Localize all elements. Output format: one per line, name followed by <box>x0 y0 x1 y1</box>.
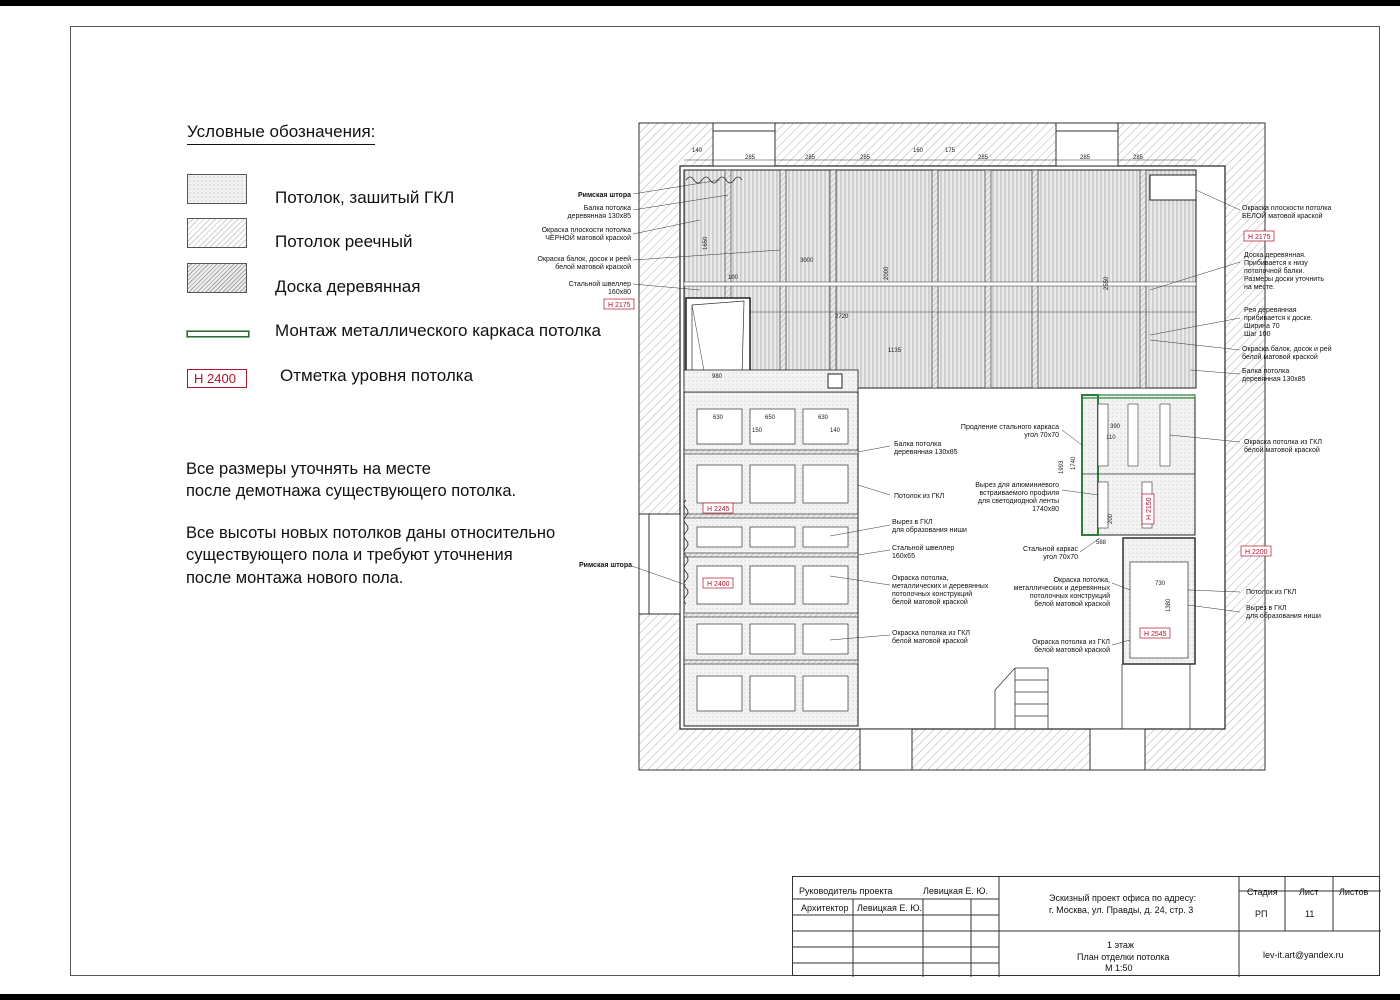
dim-top-8: 285 <box>1080 155 1091 161</box>
dim-1740: 1740 <box>1071 456 1077 470</box>
label-rail-1: Рея деревянная <box>1244 307 1297 314</box>
height-mark-3: Н 2245 <box>707 506 730 513</box>
note-line-4: существующего пола и требуют уточнения <box>186 546 513 564</box>
label-paintr-2: металлических и деревянных <box>1013 585 1110 592</box>
dim-730: 730 <box>1155 581 1166 587</box>
label-paintm-4: белой матовой краской <box>892 599 968 606</box>
label-paintr-3: потолочных конструкций <box>1029 593 1110 600</box>
dim-top-3: 285 <box>805 155 816 161</box>
label-beam-2b: деревянная 130х85 <box>1242 376 1306 383</box>
tb-project-line-1: Эскизный проект офиса по адресу: <box>1049 893 1197 903</box>
label-paintrg-1: Окраска потолка из ГКЛ <box>1032 639 1110 646</box>
label-beam-1b: деревянная 130х85 <box>567 213 631 220</box>
tb-sheet-line-3: М 1:50 <box>1105 963 1133 973</box>
label-board-3: потолочной балки. <box>1244 268 1305 275</box>
height-mark-7: Н 2545 <box>1144 631 1167 638</box>
label-paintr-1: Окраска потолка, <box>1053 577 1110 584</box>
dim-630a: 630 <box>713 415 724 421</box>
legend-label-gkl: Потолок, зашитый ГКЛ <box>275 188 455 207</box>
label-beams-paint-2: белой матовой краской <box>555 264 631 271</box>
height-mark-2: Н 2175 <box>1248 234 1271 241</box>
dim-top-1: 140 <box>692 148 703 154</box>
label-channel-2: 160х80 <box>608 289 631 296</box>
label-paintm-2: металлических и деревянных <box>892 583 989 590</box>
label-board-2: Прибивается к низу <box>1244 260 1308 267</box>
label-niche-2: для образования ниши <box>1246 613 1321 620</box>
label-niche-1: Вырез в ГКЛ <box>1246 605 1287 612</box>
label-roman-blind-left: Римская штора <box>579 562 632 569</box>
dim-200: 200 <box>1108 513 1114 524</box>
label-channel-1: Стальной швеллер <box>568 281 631 288</box>
tb-stage-header: Стадия <box>1247 887 1278 897</box>
tb-project-line-2: г. Москва, ул. Правды, д. 24, стр. 3 <box>1049 905 1194 915</box>
dim-3000: 3000 <box>800 258 814 264</box>
gkl-ceiling-left <box>684 370 858 726</box>
label-alu-2: встраиваемого профиля <box>979 490 1059 497</box>
dim-2720: 2720 <box>835 314 849 320</box>
dim-390: 390 <box>1110 424 1121 430</box>
drawing-sheet <box>0 6 1400 994</box>
tb-lists-header: Листов <box>1339 887 1369 897</box>
label-gkl-center: Потолок из ГКЛ <box>894 493 945 500</box>
dim-650: 650 <box>765 415 776 421</box>
label-paintg-2: белой матовой краской <box>892 638 968 645</box>
label-roman-blind-top: Римская штора <box>578 192 631 199</box>
label-beams-paint-1: Окраска балок, досок и реей <box>537 256 631 263</box>
dim-top-6: 175 <box>945 148 956 154</box>
label-paint-beams-1: Окраска балок, досок и рей <box>1242 346 1332 353</box>
note-line-3: Все высоты новых потолков даны относительно <box>186 524 556 542</box>
dim-100: 100 <box>728 275 739 281</box>
label-alu-1: Вырез для алюминиевого <box>975 482 1059 489</box>
dim-1650: 1650 <box>703 236 709 250</box>
dim-588: 588 <box>1096 540 1107 546</box>
label-channel-center-2: 160х65 <box>892 553 915 560</box>
dim-980: 980 <box>712 374 723 380</box>
label-gkl-paint-1: Окраска потолка из ГКЛ <box>1244 439 1322 446</box>
label-gkl-paint-2: белой матовой краской <box>1244 447 1320 454</box>
height-mark-6: Н 2200 <box>1245 549 1268 556</box>
dim-2550: 2550 <box>1104 276 1110 290</box>
label-beam-3b: деревянная 130х85 <box>894 449 958 456</box>
legend-label-slat: Потолок реечный <box>275 232 413 251</box>
label-board-4: Размеры доски уточнить <box>1244 276 1325 283</box>
dim-top-9: 285 <box>1133 155 1144 161</box>
left-annotations <box>538 192 633 569</box>
label-beam-2a: Балка потолка <box>1242 368 1290 375</box>
dim-top-5: 160 <box>913 148 924 154</box>
height-mark-5: Н 2150 <box>1146 497 1153 520</box>
tb-architect-name: Левицкая Е. Ю. <box>857 903 922 913</box>
label-channel-center-1: Стальной швеллер <box>892 545 955 552</box>
tb-sheet-line-2: План отделки потолка <box>1077 952 1170 962</box>
label-frame-2: угол 70х70 <box>1043 554 1078 561</box>
dim-140: 140 <box>830 428 841 434</box>
note-line-5: после монтажа нового пола. <box>186 569 404 587</box>
label-rail-4: Шаг 100 <box>1244 331 1271 338</box>
label-ext-1: Продление стального каркаса <box>960 424 1059 431</box>
label-alu-4: 1740х80 <box>1032 506 1059 513</box>
tb-manager-name: Левицкая Е. Ю. <box>923 886 988 896</box>
dim-top-4: 285 <box>860 155 871 161</box>
label-paintr-4: белой матовой краской <box>1034 601 1110 608</box>
label-ext-2: угол 70х70 <box>1024 432 1059 439</box>
tb-email: lev-it.art@yandex.ru <box>1263 950 1344 960</box>
note-line-2: после демотнажа существующего потолка. <box>186 482 517 500</box>
dim-630b: 630 <box>818 415 829 421</box>
legend-label-wood: Доска деревянная <box>275 277 421 296</box>
label-cut-1: Вырез в ГКЛ <box>892 519 933 526</box>
height-mark-4: Н 2400 <box>707 581 730 588</box>
label-alu-3: для светодиодной ленты <box>977 498 1059 505</box>
tb-list-header: Лист <box>1299 887 1319 897</box>
label-paint-beams-2: белой матовой краской <box>1242 354 1318 361</box>
slat-ceiling-zone <box>684 170 1196 388</box>
dim-1380: 1380 <box>1166 598 1172 612</box>
height-mark-1: Н 2175 <box>608 302 631 309</box>
label-beam-3a: Балка потолка <box>894 441 942 448</box>
legend-label-metal-frame: Монтаж металлического каркаса потолка <box>275 321 602 340</box>
tb-stage-value: РП <box>1255 909 1268 919</box>
label-black-paint-1: Окраска плоскости потолка <box>541 227 631 234</box>
tb-list-value: 11 <box>1305 909 1315 919</box>
label-board-1: Доска деревянная. <box>1244 252 1306 259</box>
legend-label-height: Отметка уровня потолка <box>280 366 474 385</box>
dim-1993: 1993 <box>1059 460 1065 474</box>
label-frame-1: Стальной каркас <box>1022 546 1078 553</box>
ceiling-plan-drawing <box>0 6 1400 994</box>
dim-110: 110 <box>1106 435 1116 441</box>
label-rail-3: Ширина 70 <box>1244 323 1280 330</box>
shaft-box <box>686 298 750 380</box>
label-board-5: на месте. <box>1244 284 1275 291</box>
dim-2000: 2000 <box>884 266 890 280</box>
dim-top-2: 285 <box>745 155 756 161</box>
label-paintrg-2: белой матовой краской <box>1034 647 1110 654</box>
label-gkl-ceiling: Потолок из ГКЛ <box>1246 589 1297 596</box>
label-white-paint-2: БЕЛОЙ матовой краской <box>1242 213 1323 220</box>
label-black-paint-2: ЧЁРНОЙ матовой краской <box>545 235 631 242</box>
note-line-1: Все размеры уточнять на месте <box>186 460 431 478</box>
legend-title: Условные обозначения: <box>187 122 375 145</box>
title-block <box>792 876 1380 976</box>
legend-height-badge: Н 2400 <box>187 369 247 388</box>
dim-1135: 1135 <box>888 348 901 354</box>
label-paintg-1: Окраска потолка из ГКЛ <box>892 630 970 637</box>
tb-sheet-line-1: 1 этаж <box>1107 940 1134 950</box>
label-rail-2: прибивается к доске. <box>1244 315 1313 322</box>
label-paintm-3: потолочных конструкций <box>892 591 973 598</box>
dim-150: 150 <box>752 428 763 434</box>
label-white-paint-1: Окраска плоскости потолка <box>1242 205 1332 212</box>
tb-manager-role: Руководитель проекта <box>799 886 893 896</box>
label-beam-1: Балка потолка <box>583 205 631 212</box>
tb-architect-role: Архитектор <box>801 903 849 913</box>
label-cut-2: для образования ниши <box>892 527 967 534</box>
label-paintm-1: Окраска потолка, <box>892 575 949 582</box>
dim-top-7: 285 <box>978 155 989 161</box>
